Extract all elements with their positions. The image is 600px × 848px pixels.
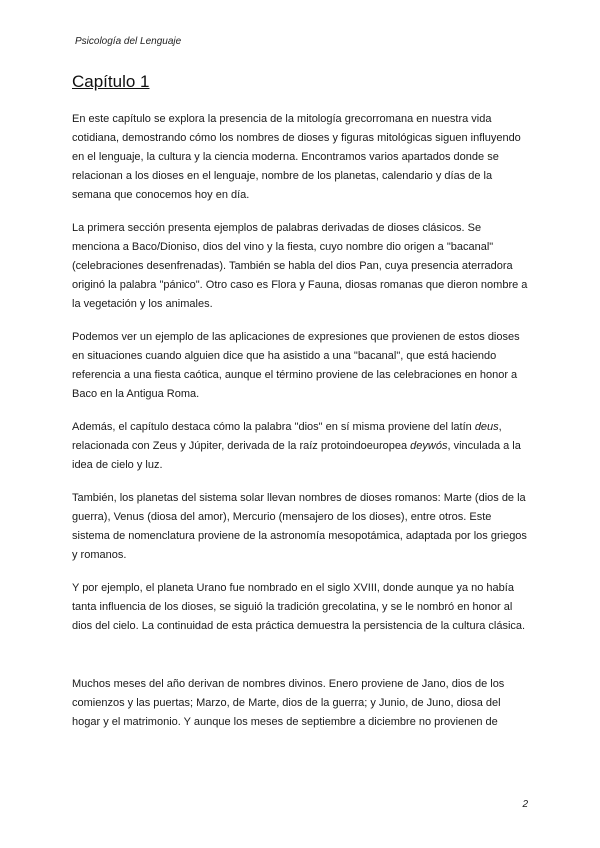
paragraph-dios-etymology [72, 418, 528, 475]
paragraph-intro: En este capítulo se explora la presencia de la mitología grecorromana en nuestra vida cotidiana, demostrando cómo los nombres de dioses y figuras mitológicas siguen influyendo en el lenguaje, la cultura y la ciencia moderna. Encontramos varios apartados donde se relacionan a los dioses en el lenguaje, nombre de los planetas, calendario y días de la semana que conocemos hoy en día. [72, 113, 521, 201]
etymology-text-middle: , relacionada con Zeus y Júpiter, derivada de la raíz protoindoeuropea [72, 421, 502, 452]
term-deywos: deywós [410, 440, 448, 452]
running-header: Psicología del Lenguaje [75, 36, 182, 47]
page-number: 2 [522, 799, 528, 810]
term-deus: deus [474, 421, 499, 433]
paragraph-uranus: Y por ejemplo, el planeta Urano fue nombrado en el siglo XVIII, donde aunque ya no había tanta influencia de los dioses, se siguió la tradición grecolatina, y se le nombró en honor al dios del cielo. La continuidad de esta práctica demuestra la persistencia de la cultura clásica. [72, 582, 526, 632]
paragraph-derived-words: La primera sección presenta ejemplos de palabras derivadas de dioses clásicos. Se menciona a Baco/Dioniso, dios del vino y la fiesta, cuyo nombre dio origen a "bacanal" (celebraciones desenfrenadas). También se habla del dios Pan, cuya presencia aterradora originó la palabra "pánico". Otro caso es Flora y Fauna, diosas romanas que dieron nombre a la vegetación y los animales. [72, 222, 528, 310]
etymology-text-start: Además, el capítulo destaca cómo la palabra "dios" en sí misma proviene del latín [72, 421, 475, 433]
chapter-title: Capítulo 1 [72, 72, 150, 91]
paragraph-planets: También, los planetas del sistema solar llevan nombres de dioses romanos: Marte (dios de la guerra), Venus (diosa del amor), Mercurio (mensajero de los dioses), entre otros. Este sistema de nomenclatura proviene de la astronomía mesopotámica, adaptada por los griegos y romanos. [72, 492, 527, 561]
chapter-body [72, 110, 528, 746]
etymology-text-end: , vinculada a la idea de cielo y luz. [72, 440, 521, 471]
paragraph-months: Muchos meses del año derivan de nombres divinos. Enero proviene de Jano, dios de los comienzos y las puertas; Marzo, de Marte, dios de la guerra; y Junio, de Juno, diosa del hogar y el matrimonio. Y aunque los meses de septiembre a diciembre no provienen de [72, 678, 505, 728]
paragraph-bacanal-example: Podemos ver un ejemplo de las aplicaciones de expresiones que provienen de estos dioses en situaciones cuando alguien dice que ha asistido a una "bacanal", que está haciendo referencia a una fiesta caótica, aunque el término proviene de las celebraciones en honor a Baco en la Antigua Roma. [72, 331, 520, 400]
